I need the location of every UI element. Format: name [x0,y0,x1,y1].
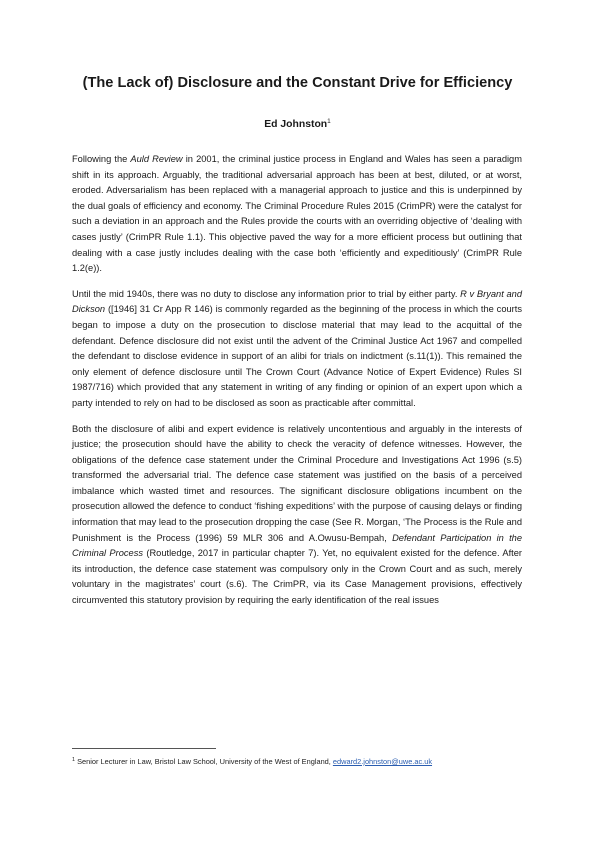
italic-citation: Defendant Participation in the Criminal Process [72,532,522,559]
footnote-separator [72,748,216,749]
italic-citation: Auld Review [130,154,183,164]
footnote [72,757,532,766]
paper-title: (The Lack of) Disclosure and the Constant Drive for Efficiency [82,75,513,91]
footnote-text: Senior Lecturer in Law, Bristol Law School, University of the West of England, [75,757,333,766]
paragraph-1 [72,152,522,277]
body-text [72,152,522,619]
paragraph-3 [72,422,522,609]
paragraph-text: in 2001, the criminal justice process in England and Wales has seen a paradigm shift in its approach. Arguably, the traditional adversarial approach has been at best, diluted, or at worst, eroded. Adversarialism has been replaced with a managerial approach to justice and this is underpinned by the dual goals of efficiency and economy. The Criminal Procedure Rules 2015 (CrimPR) were the catalyst for such a deviation in an approach and the Rules provide the courts with an overriding objective of ‘dealing with cases justly’ (CrimPR Rule 1.1). This objective paved the way for a more efficient process but outlining that dealing with a case justly includes dealing with the case both ‘efficiently and expeditiously’ (CrimPR Rule 1.2(e)). [72,154,522,274]
footnote-marker: 1 [327,118,331,125]
paragraph-text: ([1946] 31 Cr App R 146) is commonly regarded as the beginning of the process in which the courts began to impose a duty on the prosecution to disclose material that may lead to the acquittal of the defendant. Defence disclosure did not exist until the advent of the Criminal Justice Act 1967 and compelled the defendant to disclose evidence in support of an alibi for trials on indictment (s.11(1)). This remained the only element of defence disclosure until The Crown Court (Advance Notice of Expert Evidence) Rules SI 1987/716) which provided that any statement in writing of any finding or opinion of an expert upon which a party intended to rely on had to be disclosed as soon as practicable after committal. [72,304,522,408]
paragraph-text: Following the [72,154,131,164]
author-line [0,118,595,130]
author-name: Ed Johnston [264,119,328,130]
italic-citation: R v Bryant and Dickson [72,288,522,315]
footnote-number: 1 [72,757,76,763]
paragraph-text: Until the mid 1940s, there was no duty to disclose any information prior to trial by either party. [72,288,461,299]
author-email-link[interactable]: edward2.johnston@uwe.ac.uk [332,757,433,766]
paragraph-text: (Routledge, 2017 in particular chapter 7). Yet, no equivalent existed for the defence. After its introduction, the defence case statement was compulsory only in the Crown Court and as such, merely voluntary in the magistrates’ court (s.6). The CrimPR, via its Case Management provisions, effectively circumvented this statutory provision by requiring the early identification of the real issues [72,548,522,606]
paragraph-text: Both the disclosure of alibi and expert evidence is relatively uncontentious and arguably in the interests of justice; the prosecution should have the ability to check the veracity of defence witnesses. However, the obligations of the defence case statement under the Criminal Procedure and Investigations Act 1996 (s.5) transformed the adversarial trial. The defence case statement was justified on the basis of a perceived imbalance which wasted timet and resources. The significant disclosure obligations incumbent on the prosecution allowed the defence to conduct ‘fishing expeditions’ with the purpose of causing delays or finding information that may lead to the prosecution dropping the case (See R. Morgan, ‘The Process is the Rule and Punishment is the Process (1996) 59 MLR 306 and A.Owusu-Bempah, [72,423,522,543]
paragraph-2 [72,287,522,412]
